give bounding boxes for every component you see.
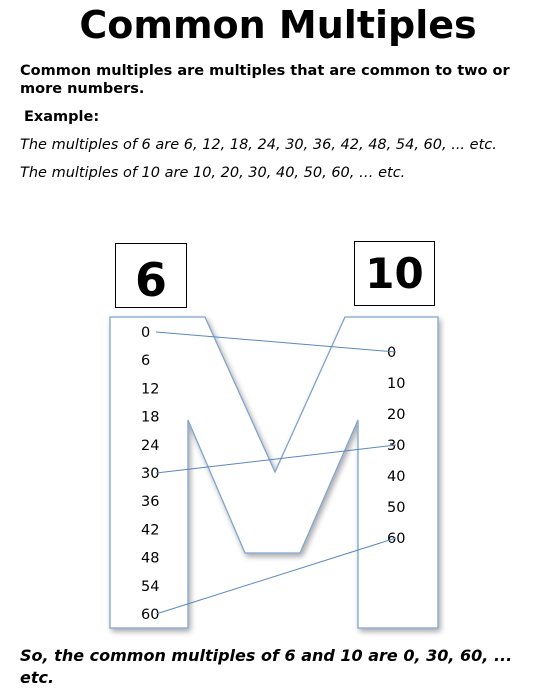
right-number-header: 10 [354,241,435,306]
left-number-header: 6 [115,243,187,308]
right-multiple: 10 [387,376,406,392]
page-title: Common Multiples [79,3,477,47]
right-multiple: 60 [387,531,406,547]
left-multiple: 48 [141,550,160,567]
right-multiple: 30 [387,438,406,454]
right-multiple: 20 [387,407,406,423]
example-line-multiples-of-10: The multiples of 10 are 10, 20, 30, 40, 50, 60, … etc. [20,165,406,181]
left-multiple: 36 [141,494,160,511]
right-multiple: 0 [387,345,397,361]
example-label: Example: [24,109,100,125]
left-multiple: 24 [141,437,160,454]
example-line-multiples-of-6: The multiples of 6 are 6, 12, 18, 24, 30, 36, 42, 48, 54, 60, ... etc. [20,137,497,153]
left-multiple: 30 [141,466,160,482]
left-multiple: 42 [141,522,160,539]
left-multiple: 0 [141,325,151,341]
left-multiple: 6 [141,353,151,370]
left-multiple: 12 [141,381,160,398]
left-multiple: 60 [141,607,160,623]
left-multiple: 18 [141,409,160,426]
conclusion-text: So, the common multiples of 6 and 10 are 0, 30, 60, ... etc. [20,646,513,687]
right-multiple: 40 [387,469,406,485]
left-multiple: 54 [141,578,160,595]
right-multiple: 50 [387,500,406,516]
definition-text: Common multiples are multiples that are common to two or more numbers. [20,63,510,97]
